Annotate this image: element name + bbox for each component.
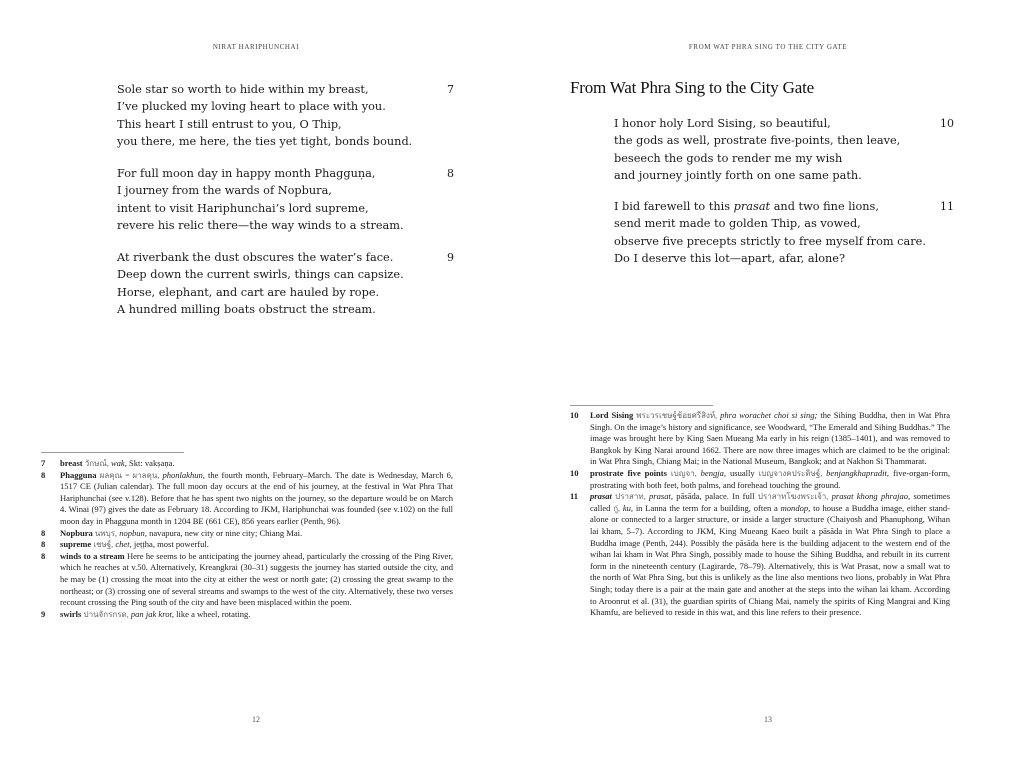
- footnote-number: 11: [570, 491, 579, 502]
- footnote-text: five-organ-form, prostrating with both feet, both palms, and forehead touching the ground.: [590, 467, 951, 490]
- romanization: prasat khong phrajao,: [831, 491, 911, 502]
- verse-stanza: [117, 249, 404, 319]
- verse-line: Sole star so worth to hide within my breast,: [117, 83, 369, 96]
- verse-stanza: [117, 165, 404, 235]
- footnote-term: Nopbura: [60, 527, 93, 538]
- footnotes: [41, 458, 453, 620]
- thai-text: ปานจักรกรด,: [83, 609, 129, 619]
- footnote-number: 10: [570, 410, 579, 420]
- verse-italic-term: prasat: [733, 200, 771, 213]
- verse-line: send merit made to golden Thip, as vowed,: [614, 217, 861, 231]
- footnote-text: Skt: vakṣaṇa.: [129, 458, 175, 468]
- verse-stanza: [117, 81, 412, 151]
- thai-text: ปราสาทโฆงพระเจ้า,: [757, 492, 829, 502]
- footnotes: [570, 410, 950, 619]
- footnote-term: Lord Sising: [590, 410, 634, 420]
- footnote-term: swirls: [60, 608, 82, 619]
- footnote-number: 8: [41, 550, 46, 561]
- verse-stanza: [614, 198, 926, 268]
- right-page: [512, 0, 1024, 768]
- romanization: pan jak krot,: [130, 608, 174, 619]
- romanization: benjangkhapradit,: [826, 467, 890, 478]
- footnote-number: 9: [41, 608, 46, 619]
- footnote-text: in Lanna the term for a building, often a: [635, 502, 778, 513]
- footnote: [570, 491, 950, 619]
- verse-number: 11: [940, 200, 954, 213]
- romanization: prasat,: [649, 491, 673, 502]
- running-head: FROM WAT PHRA SING TO THE CITY GATE: [688, 43, 848, 51]
- verse-line: Horse, elephant, and cart are hauled by rope.: [117, 285, 380, 299]
- footnote-number: 10: [570, 467, 579, 478]
- verse-number: 9: [447, 251, 454, 264]
- verse-number: 8: [447, 167, 454, 180]
- verse-stanza: [614, 115, 900, 185]
- romanization: ku,: [622, 502, 634, 513]
- verse-line: beseech the gods to render me my wish: [614, 151, 843, 165]
- romanization: phonlakhun,: [162, 469, 205, 480]
- footnote-text: the fourth month, February–March. The date is Wednesday, March 6, 1517 CE (Julian calendar). The full moon day occurs at the end of his journey, at the festival in Wat Phra That Hariphunchai (see v.128). Before that he has spent two nights on the journey, so the departure would be on March 4. Winai (97) gives the date as February 18. According to JKM, Hariphunchai was founded (see v.102) on the full moon day in Phagguna month in 1204 BE (661 CE), 856 years earlier (Penth, 96).: [60, 469, 454, 526]
- footnote: [41, 609, 453, 621]
- footnote: [41, 551, 453, 609]
- footnote-rule: [570, 405, 713, 406]
- footnote-text: navapura, new city or nine city; Chiang Mai.: [149, 527, 303, 538]
- footnote: [41, 539, 453, 551]
- verse-line: and journey jointly forth on one same path.: [614, 169, 862, 183]
- verse-line: intent to visit Hariphunchai’s lord supreme,: [117, 201, 369, 215]
- footnote-term: prostrate five points: [590, 467, 667, 478]
- footnote-text: pāsāda, palace. In full: [676, 491, 755, 502]
- footnote: [41, 458, 453, 470]
- verse-line: At riverbank the dust obscures the water’s face.: [117, 251, 394, 264]
- footnote-text: like a wheel, rotating.: [176, 608, 251, 619]
- verse-number: 7: [447, 83, 454, 96]
- page-number: 13: [764, 715, 772, 724]
- running-head: NIRAT HARIPHUNCHAI: [212, 43, 300, 51]
- footnote: [41, 470, 453, 528]
- verse-line: For full moon day in happy month Phagguṇa,: [117, 167, 376, 180]
- footnote-number: 7: [41, 458, 46, 468]
- verse-line: I journey from the wards of Nopbura,: [117, 184, 332, 198]
- thai-text: นพบุร,: [94, 528, 118, 538]
- thai-text: ปราสาท,: [615, 492, 646, 502]
- verse-text: and two fine lions,: [770, 200, 879, 213]
- thai-text: เชษฐ์,: [93, 540, 114, 550]
- footnote-rule: [41, 452, 184, 453]
- footnote-text: usually: [729, 467, 755, 478]
- verse-line: observe five precepts strictly to free myself from care.: [614, 234, 926, 248]
- footnote-term: prasat: [590, 491, 612, 502]
- footnote-italic: mondop,: [780, 502, 811, 513]
- verse-line: Deep down the current swirls, things can capsize.: [117, 268, 404, 282]
- footnote-number: 8: [41, 527, 46, 538]
- romanization: phra worachet choi si sing;: [720, 410, 818, 420]
- footnote-text: the Sihing Buddha, then in Wat Phra Singh. On the image’s history and significance, see Woodward, “The Emerald and Sihing Buddhas.” The image was brought here by King Saen Mueang Ma early in his reign (1385–1401), and was removed to Bangkok by King Narai around 1662. There are now three images which are claimed to be the original: in Wat Phra Singh, Chiang Mai; in the National Museum, Bangkok; and at Nakhon Si Thammarat.: [590, 410, 950, 467]
- footnote: [570, 468, 950, 491]
- verse-line: A hundred milling boats obstruct the stream.: [117, 303, 376, 317]
- footnote-term: supreme: [60, 539, 92, 550]
- footnote-term: breast: [60, 458, 83, 468]
- thai-text: เบญจางคประดิษฐ์,: [758, 468, 823, 478]
- footnote-text: to house a Buddha image, either stand-alone or connected to a larger structure, or inside a larger structure (Chaiyosh and Phanuphong, Wihan lai kham, 5–7). According to JKM, King Mueang Kaeo built a pāsāda in Wat Phra Singh to place a Buddha image (Penth, 244). Possibly the pāsāda here is the building adjacent to the western end of the wihan lai kham in Wat Phra Singh, possibly made to house the Sihing Buddha, and rebuilt in its current form in the nineteenth century (Lagirarde, 78–79). Alternatively, this is Wat Prasat, now a small wat to the north of Wat Phra Sing, but this is unlikely as the line also mentions two lions, probably in Wat Phra Singh; today there is a pair at the main gate and another at the steps into the wihan lai kham. According to Aroonrut et al. (31), the guardian spirits of Chiang Mai, namely the spirits of King Mangrai and King Khamfu, are believed to reside in this wat, and this line refers to their presence.: [590, 502, 951, 618]
- verse-line: you there, me here, the ties yet tight, bonds bound.: [117, 135, 413, 149]
- verse-line: Do I deserve this lot—apart, afar, alone?: [614, 252, 846, 266]
- thai-text: พระวรเชษฐ์ช้อยศรีสิงห์,: [636, 411, 718, 420]
- romanization: nopbun,: [119, 527, 147, 538]
- page-number: 12: [252, 715, 260, 724]
- footnote-term: winds to a stream: [60, 550, 125, 561]
- footnote-text: sometimes called: [590, 491, 951, 513]
- verse-line: This heart I still entrust to you, O Thip,: [117, 117, 342, 131]
- romanization: wak,: [110, 458, 127, 468]
- verse-line: I’ve plucked my loving heart to place with you.: [117, 100, 386, 114]
- verse-line: revere his relic there—the way winds to a stream.: [117, 219, 404, 233]
- thai-text: กู่,: [613, 503, 621, 513]
- footnote: [570, 410, 950, 468]
- romanization: chet,: [115, 539, 132, 550]
- verse-number: 10: [940, 117, 954, 130]
- footnote-number: 8: [41, 469, 46, 480]
- thai-text: ผลคุณ = ผาลคุน,: [99, 470, 160, 480]
- romanization: bengja,: [700, 467, 727, 478]
- verse-text: I bid farewell to this: [614, 200, 734, 213]
- footnote-term: Phagguna: [60, 469, 97, 480]
- thai-text: วักษณ์,: [84, 459, 109, 468]
- verse-line: the gods as well, prostrate five-points, then leave,: [614, 134, 901, 148]
- footnote-text: Here he seems to be anticipating the journey ahead, particularly the crossing of the Ping River, which he reaches at v.50. Alternatively, Kreangkrai (30–31) suggests the journey has started outside the city, and he may be (1) crossing the moat into the city at either the west or north gate; (2) crossing the great swamp to the northeast; or (3) crossing one of several streams and swamps to the west of the city. Alternatively, these two verses recount crossing the Ping south of the city and have been misplaced within the poem.: [60, 550, 453, 608]
- thai-text: เบญจา,: [670, 468, 697, 478]
- verse-line: I honor holy Lord Sising, so beautiful,: [614, 117, 831, 130]
- verse-line: [614, 198, 926, 215]
- chapter-title: From Wat Phra Sing to the City Gate: [570, 78, 814, 97]
- footnote-text: jeṭṭha, most powerful.: [133, 539, 209, 550]
- footnote: [41, 528, 453, 540]
- footnote-number: 8: [41, 539, 46, 550]
